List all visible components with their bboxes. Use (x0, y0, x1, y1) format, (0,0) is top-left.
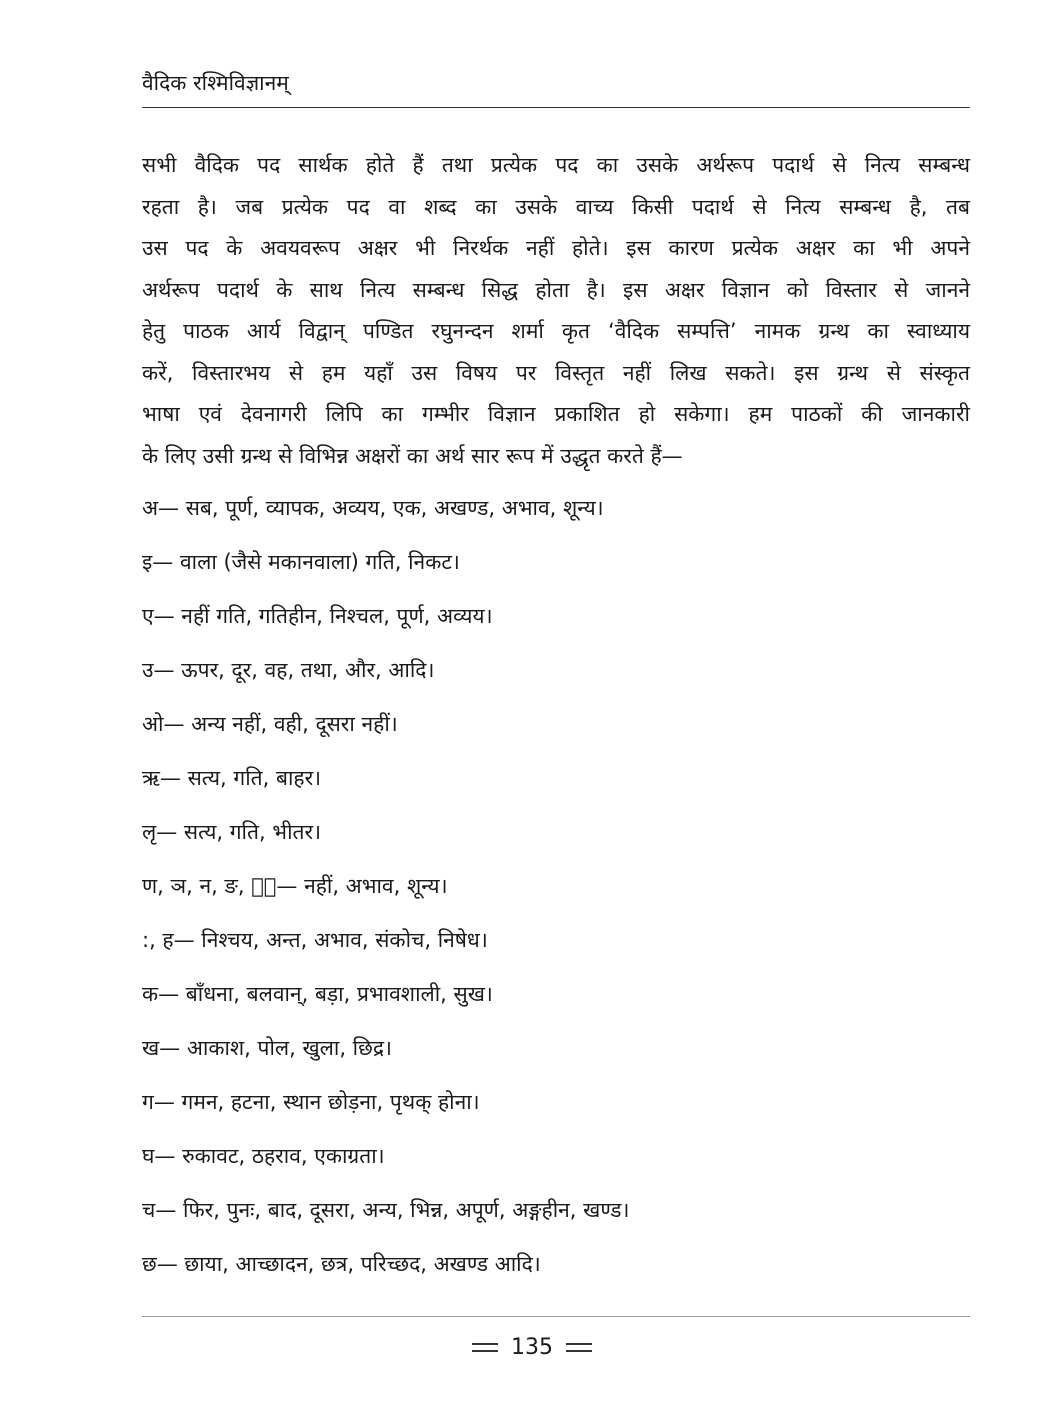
folio-ornament-right (566, 1342, 592, 1354)
paragraph-line: अर्थरूप पदार्थ के साथ नित्य सम्बन्ध सिद्ध होता है। इस अक्षर विज्ञान को विस्तार से जानने (142, 277, 970, 302)
letter-entry-ri: ऋ— सत्य, गति, बाहर। (142, 766, 322, 790)
intro-paragraph (142, 145, 970, 477)
letter-entry-lri: लृ— सत्य, गति, भीतर। (142, 820, 322, 844)
paragraph-line: हेतु पाठक आर्य विद्वान् पण्डित रघुनन्दन शर्मा कृत ‘वैदिक सम्पत्ति’ नामक ग्रन्थ का स्वाध्याय (142, 319, 970, 343)
paragraph-line: सभी वैदिक पद सार्थक होते हैं तथा प्रत्येक पद का उसके अर्थरूप पदार्थ से नित्य सम्बन्ध (142, 153, 970, 177)
paragraph-line: उस पद के अवयवरूप अक्षर भी निरर्थक नहीं होते। इस कारण प्रत्येक अक्षर का भी अपने (142, 236, 970, 260)
paragraph-line: रहता है। जब प्रत्येक पद वा शब्द का उसके वाच्य किसी पदार्थ से नित्य सम्बन्ध है, तब (142, 194, 970, 219)
letter-entry-kha: ख— आकाश, पोल, खुला, छिद्र। (142, 1036, 392, 1060)
letter-entry-a: अ— सब, पूर्ण, व्यापक, अव्यय, एक, अखण्ड, अभाव, शून्य। (142, 496, 604, 520)
header-rule (142, 107, 970, 108)
letter-entry-u: उ— ऊपर, दूर, वह, तथा, और, आदि। (142, 658, 435, 682)
letter-entry-i: इ— वाला (जैसे मकानवाला) गति, निकट। (142, 550, 460, 574)
letter-entry-nasals: ण, ञ, न, ङ, ᳲं— नहीं, अभाव, शून्य। (142, 874, 448, 898)
folio-ornament-left (472, 1342, 498, 1354)
letter-entry-gha: घ— रुकावट, ठहराव, एकाग्रता। (142, 1144, 385, 1168)
footer-rule (142, 1316, 970, 1317)
paragraph-line: के लिए उसी ग्रन्थ से विभिन्न अक्षरों का अर्थ सार रूप में उद्धृत करते हैं— (142, 443, 683, 468)
page-number: 135 (511, 1335, 553, 1360)
page-folio (0, 1332, 1064, 1364)
running-header-title: वैदिक रश्मिविज्ञानम् (142, 71, 289, 95)
letter-entry-ka: क— बाँधना, बलवान्, बड़ा, प्रभावशाली, सुख। (142, 982, 493, 1006)
paragraph-line: करें, विस्तारभय से हम यहाँ उस विषय पर विस्तृत नहीं लिख सकते। इस ग्रन्थ से संस्कृत (142, 360, 970, 385)
letter-entry-e: ए— नहीं गति, गतिहीन, निश्चल, पूर्ण, अव्यय। (142, 604, 493, 628)
letter-entry-o: ओ— अन्य नहीं, वही, दूसरा नहीं। (142, 712, 398, 736)
letter-entry-cha: च— फिर, पुनः, बाद, दूसरा, अन्य, भिन्न, अपूर्ण, अङ्गहीन, खण्ड। (142, 1198, 630, 1222)
letter-entry-chha: छ— छाया, आच्छादन, छत्र, परिच्छद, अखण्ड आदि। (142, 1252, 541, 1276)
paragraph-line: भाषा एवं देवनागरी लिपि का गम्भीर विज्ञान प्रकाशित हो सकेगा। हम पाठकों की जानकारी (142, 402, 970, 426)
letter-entry-ga: ग— गमन, हटना, स्थान छोड़ना, पृथक् होना। (142, 1090, 480, 1114)
letter-entry-visarga-ha: :, ह— निश्चय, अन्त, अभाव, संकोच, निषेध। (142, 928, 488, 952)
letter-meaning-list (142, 488, 970, 1298)
